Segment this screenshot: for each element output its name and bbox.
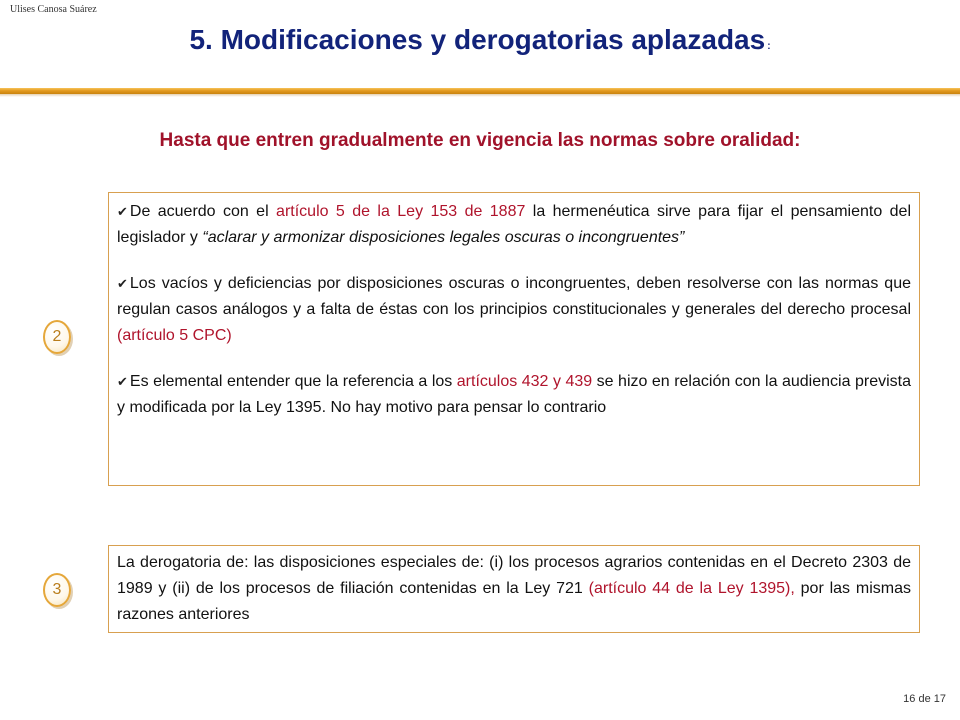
s3-text-a: La derogatoria de: las disposiciones especiales de: (i) los procesos agrarios contenidas en el Decreto 2303 de 1989 y (ii) de los procesos de filiación contenidas en la Ley 721 [117,554,911,597]
p3-text-a: Es elemental entender que la referencia a los [129,373,457,390]
p1-reference: artículo 5 de la Ley 153 de 1887 [276,203,526,220]
section-number-badge [43,573,71,607]
section-subtitle: Hasta que entren gradualmente en vigencia las normas sobre oralidad: [159,130,801,151]
check-icon: ✔ [117,276,128,291]
p3-text-c: se hizo en relación con la audiencia prevista y modificada por la Ley 1395. No hay motivo para pensar lo contrario [117,373,912,416]
page-title [0,24,960,56]
paragraph-3 [117,369,911,421]
badge-number: 2 [52,328,62,345]
paragraph-1 [117,199,911,251]
paragraph-2 [117,271,911,349]
title-divider-shadow [0,94,960,97]
p2-reference: (artículo 5 CPC) [117,327,232,344]
p2-text-a: Los vacíos y deficiencias por disposiciones oscuras o incongruentes, deben resolverse con las normas que regulan casos análogos y a falta de éstas con los principios constitucionales y generales del derecho procesal [117,275,911,318]
author-label: Ulises Canosa Suárez [10,4,97,15]
page-title-text: 5. Modificaciones y derogatorias aplazadas [189,24,766,55]
content-box-section-2 [108,192,920,486]
section-number-badge [43,320,71,354]
badge-number: 3 [52,581,62,598]
p1-quote: “aclarar y armonizar disposiciones legales oscuras o incongruentes” [202,229,685,246]
p1-text-a: De acuerdo con el [129,203,277,220]
p1-text-c: la hermenéutica sirve para fijar el pensamiento del legislador y [117,203,912,246]
s3-reference: (artículo 44 de la Ley 1395), [588,580,795,597]
p3-reference: artículos 432 y 439 [456,373,593,390]
s3-text-c: por las mismas razones anteriores [117,580,911,623]
paragraph-derogatoria [117,550,911,628]
content-box-section-3 [108,545,920,633]
check-icon: ✔ [117,374,128,389]
page-number: 16 de 17 [903,693,946,705]
check-icon: ✔ [117,204,128,219]
page-title-suffix: : [767,41,771,52]
